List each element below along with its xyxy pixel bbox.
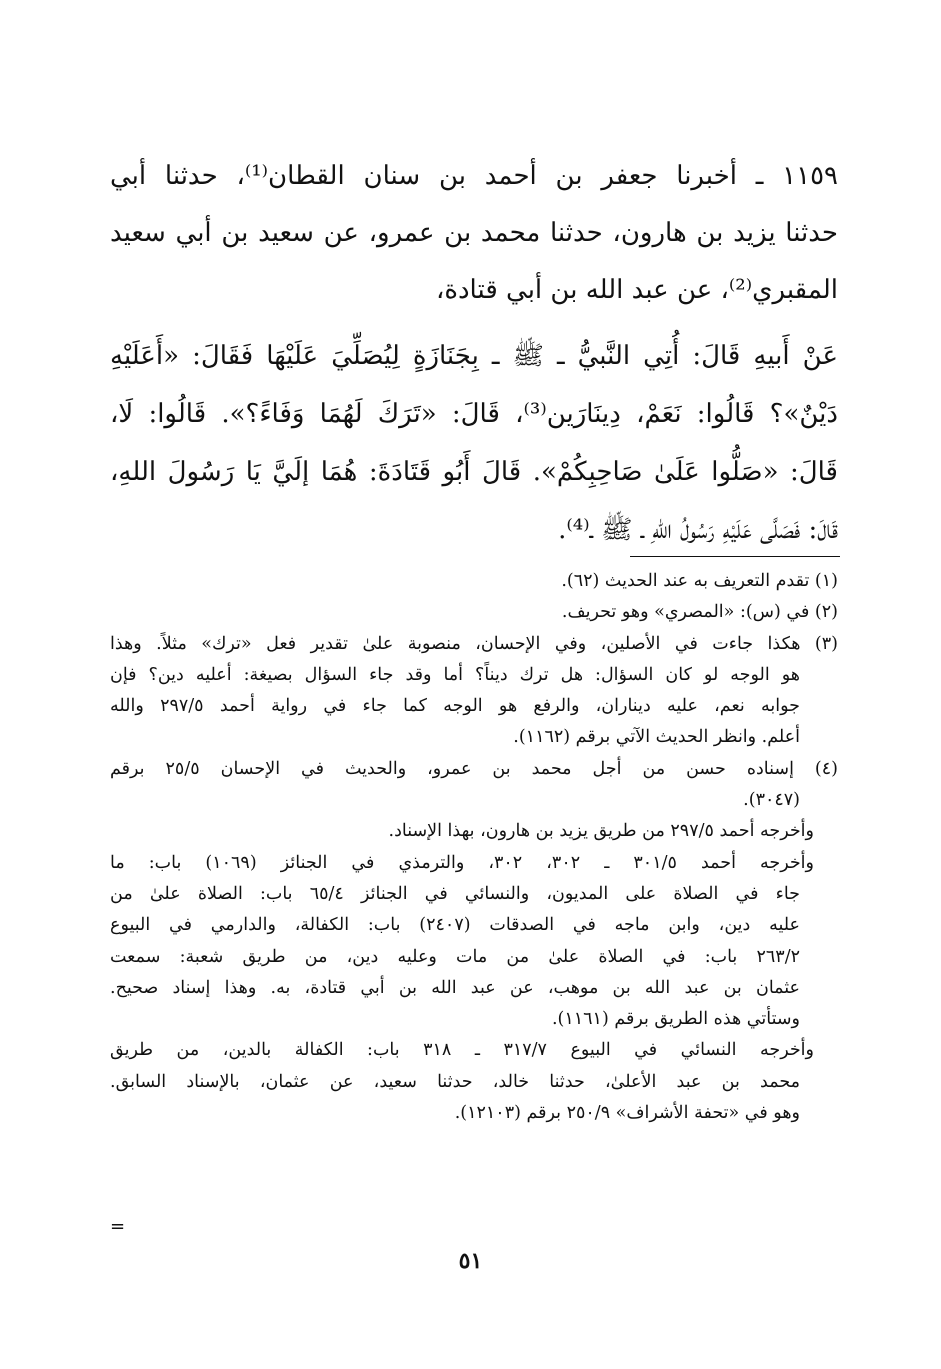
page-number: ٥١ — [458, 1248, 483, 1274]
footnote-line: وهو في «تحفة الأشراف» ٢٥٠/٩ برقم (١٢١٠٣). — [454, 1103, 800, 1124]
footnote-line: (٤) إسناده حسن من أجل محمد بن عمرو، والحديث في الإحسان ٢٥/٥ برقم — [110, 758, 838, 779]
footnote-line: وأخرجه أحمد ٣٠١/٥ ـ ٣٠٢، ٣٠٢، والترمذي في الجنائز (١٠٦٩) باب: ما — [110, 852, 814, 873]
footnote-line: وأخرجه النسائي في البيوع ٣١٧/٧ ـ ٣١٨ باب: الكفالة بالدين، من طريق — [110, 1040, 814, 1061]
footnote-line: هو الوجه لو كان السؤال: هل ترك ديناً؟ أما وقد جاء السؤال بصيغة: أعليه دين؟ فإن — [110, 664, 800, 685]
footnote-line: عليه دين، وابن ماجه في الصدقات (٢٤٠٧) باب: الكفالة، والدارمي في البيوع — [110, 915, 801, 936]
continuation-mark: = — [110, 1216, 126, 1237]
footnote-line: أعلم. وانظر الحديث الآتي برقم (١١٦٢). — [513, 727, 800, 748]
footnote-line: وأخرجه أحمد ٢٩٧/٥ من طريق يزيد بن هارون، بهذا الإسناد. — [388, 821, 814, 842]
isnad-block — [110, 148, 838, 319]
text-line: المقبري⁽²⁾، عن عبد الله بن أبي قتادة، — [435, 275, 838, 305]
footnote-line: جاء في الصلاة على المديون، والنسائي في الجنائز ٦٥/٤ باب: الصلاة علىٰ من — [110, 883, 801, 904]
footnote-line: (٣٠٤٧). — [743, 790, 800, 811]
text-line: قَالَ: «صَلُّوا عَلَىٰ صَاحِبِكُمْ». قَالَ أَبُو قَتَادَةَ: هُمَا إلَيَّ يَا رَسُولَ اللهِ، — [110, 457, 838, 487]
hadith-block — [110, 327, 838, 559]
text-line: ١١٥٩ ـ أخبرنا جعفر بن أحمد بن سنان القطان⁽¹⁾، حدثنا أبي — [110, 161, 838, 191]
footnote-separator — [630, 556, 840, 557]
footnote-line: عثمان بن عبد الله بن موهب، عن عبد الله بن أبي قتادة، به. وهذا إسناد صحيح. — [110, 977, 800, 998]
footnote-line: جوابه نعم، عليه ديناران، والرفع هو الوجه كما جاء في رواية أحمد ٢٩٧/٥ والله — [110, 696, 800, 717]
spacer — [110, 319, 838, 327]
text-line: عَنْ أَبيهِ قَالَ: أُتِي النَّبيُّ ـ ﷺ ـ بِجَنَازَةٍ لِيُصَلِّيَ عَلَيْهَا فَقَالَ: «أَعَلَيْهِ — [110, 341, 838, 371]
footnote-line: ٢٦٣/٢ باب: في الصلاة علىٰ من مات وعليه دين، من طريق شعبة: سمعت — [110, 946, 800, 967]
footnote-line: وستأتي هذه الطريق برقم (١١٦١). — [551, 1009, 800, 1030]
footnote-line: (١) تقدم التعريف به عند الحديث (٦٢). — [561, 571, 838, 591]
main-text — [110, 148, 838, 559]
text-line: قَالَ: فَصَلَّى عَلَيْهِ رَسُولُ اللهِ ـ ﷺ ـ⁽⁴⁾. — [558, 515, 838, 545]
text-line: حدثنا يزيد بن هارون، حدثنا محمد بن عمرو، عن سعيد بن أبي سعيد — [110, 218, 838, 248]
footnotes — [110, 566, 838, 1129]
footnote-line: محمد بن عبد الأعلىٰ، حدثنا خالد، حدثنا سعيد، عن عثمان، بالإسناد السابق. — [110, 1071, 800, 1092]
text-line: دَيْنٌ»؟ قَالُوا: نَعَمْ، دِينَارَين⁽³⁾، قَالَ: «تَرَكَ لَهُمَا وَفَاءً؟». قَالُوا: لَا، — [110, 399, 838, 429]
footnote-line: (٣) هكذا جاءت في الأصلين، وفي الإحسان، منصوبة علىٰ تقدير فعل «ترك» مثلاً. وهذا — [110, 633, 838, 654]
footnote-line: (٢) في (س): «المصري» وهو تحريف. — [561, 602, 838, 623]
